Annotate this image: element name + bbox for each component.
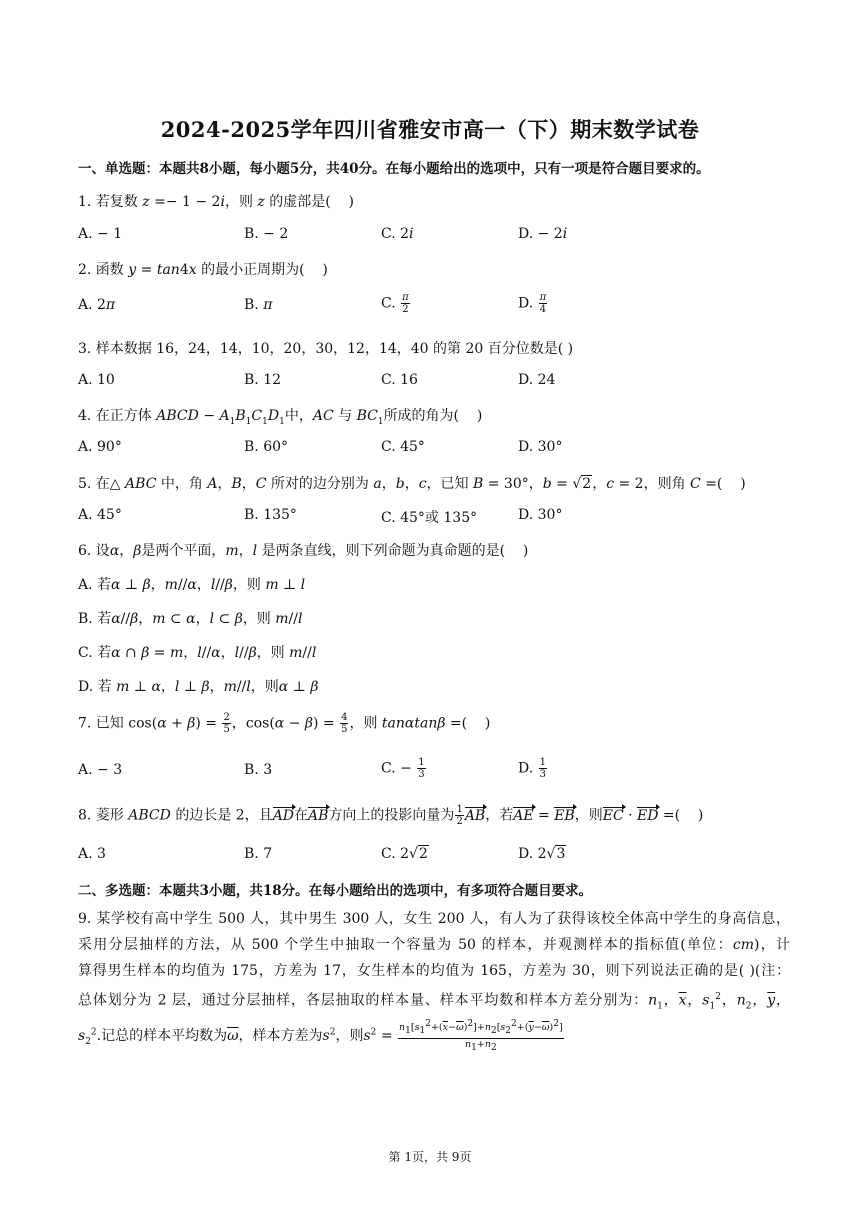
question-5-option-c: C. 45°或 135° — [381, 510, 478, 526]
question-1-option-d: D. − 2i — [518, 226, 568, 242]
question-7-option-d: D. $\frac{1}{3}$ — [518, 757, 547, 780]
question-9-line-5: $s_2^2$.记总的样本平均数为$\overline{\omega}$，样本方差为$s^2$，则$s^2$ = $\frac{n_1[s_1^2+(\overline{x}-\overline{\omega})^2]+n_2[s_2^2+(\overline{y}-\overline{\omega})^2]}{n_1+n_2}$ — [78, 1019, 563, 1053]
question-7-stem: 7. 已知 cos(α + β) = $\frac{2}{5}$ ，cos(α − β) = $\frac{4}{5}$ ，则 tanαtanβ =( ) — [78, 712, 491, 735]
question-1-stem: 1. 若复数 z =− 1 − 2i，则 z 的虚部是( ) — [78, 194, 354, 210]
question-8-option-d: D. 2√3 — [518, 846, 566, 862]
question-3-option-a: A. 10 — [78, 372, 115, 388]
page-footer: 第 1页，共 9页 — [388, 1150, 472, 1164]
question-4-stem: 4. 在正方体 ABCD − $A_1B_1C_1D_1$中，AC 与 $BC_1$所成的角为( ) — [78, 408, 483, 427]
question-6-option-c: C. 若α ∩ β = m，l//α，l//β，则 m//l — [78, 645, 317, 661]
question-5-option-a: A. 45° — [78, 507, 122, 523]
question-1-option-a: A. − 1 — [78, 226, 123, 242]
question-6-option-b: B. 若α//β，m ⊂ α，l ⊂ β，则 m//l — [78, 611, 303, 627]
question-8-option-b: B. 7 — [244, 846, 273, 862]
question-6-option-a: A. 若α ⊥ β，m//α，l//β，则 m ⊥ l — [78, 577, 306, 593]
question-9-line-1: 9. 某学校有高中学生 500 人，其中男生 300 人，女生 200 人，有人为了获得该校全体高中学生的身高信息， — [78, 911, 790, 927]
question-8-stem: 8. 菱形 ABCD 的边长是 2，且AD在AB方向上的投影向量为 $\frac{1}{2}$ AB，若AE = EB，则EC · ED =( ) — [78, 804, 704, 827]
question-2-option-b: B. π — [244, 297, 273, 313]
question-9-line-3: 算得男生样本的均值为 175，方差为 17，女生样本的均值为 165，方差为 30，则下列说法正确的是( )(注： — [78, 963, 790, 979]
question-7-option-b: B. 3 — [244, 762, 273, 778]
question-8-option-c: C. 2√2 — [381, 846, 428, 862]
question-4-option-b: B. 60° — [244, 439, 289, 455]
question-7-option-c: C. − $\frac{1}{3}$ — [381, 757, 425, 780]
question-9-line-4: 总体划分为 2 层，通过分层抽样，各层抽取的样本量、样本平均数和样本方差分别为：$n_1$，$\overline{x}$，$s_1^2$，$n_2$，$\overline{y}$， — [78, 992, 791, 1012]
question-3-option-d: D. 24 — [518, 372, 556, 388]
section-multiple-choice-header: 二、多选题：本题共3小题，共18分。在每小题给出的选项中，有多项符合题目要求。 — [78, 883, 593, 899]
question-3-option-b: B. 12 — [244, 372, 282, 388]
question-2-stem: 2. 函数 y = tan4x 的最小正周期为( ) — [78, 262, 328, 278]
question-2-option-c: C. $\frac{\pi}{2}$ — [381, 292, 409, 315]
question-4-option-c: C. 45° — [381, 439, 425, 455]
question-5-option-d: D. 30° — [518, 507, 563, 523]
question-3-option-c: C. 16 — [381, 372, 418, 388]
page-title: 2024-2025学年四川省雅安市高一（下）期末数学试卷 — [160, 117, 700, 142]
question-6-option-d: D. 若 m ⊥ α，l ⊥ β，m//l，则α ⊥ β — [78, 679, 319, 695]
question-7-option-a: A. − 3 — [78, 762, 123, 778]
question-5-option-b: B. 135° — [244, 507, 297, 523]
question-2-option-a: A. 2π — [78, 297, 116, 313]
question-4-option-a: A. 90° — [78, 439, 122, 455]
question-9-line-2: 采用分层抽样的方法，从 500 个学生中抽取一个容量为 50 的样本，并观测样本的指标值(单位：cm)，计 — [78, 937, 791, 953]
question-5-stem: 5. 在△ ABC 中，角 A，B，C 所对的边分别为 a，b，c，已知 B = 30°，b = √2，c = 2，则角 C =( ) — [78, 476, 746, 492]
question-3-stem: 3. 样本数据 16，24，14，10，20，30，12，14，40 的第 20 百分位数是( ) — [78, 341, 574, 357]
question-1-option-b: B. − 2 — [244, 226, 289, 242]
question-9 — [78, 906, 790, 1055]
question-2-option-d: D. $\frac{\pi}{4}$ — [518, 292, 547, 315]
question-6-stem: 6. 设α，β是两个平面，m，l 是两条直线，则下列命题为真命题的是( ) — [78, 543, 529, 559]
question-1-option-c: C. 2i — [381, 226, 414, 242]
section-single-choice-header: 一、单选题：本题共8小题，每小题5分，共40分。在每小题给出的选项中，只有一项是符合题目要求的。 — [78, 161, 710, 177]
question-8-option-a: A. 3 — [78, 846, 106, 862]
question-4-option-d: D. 30° — [518, 439, 563, 455]
